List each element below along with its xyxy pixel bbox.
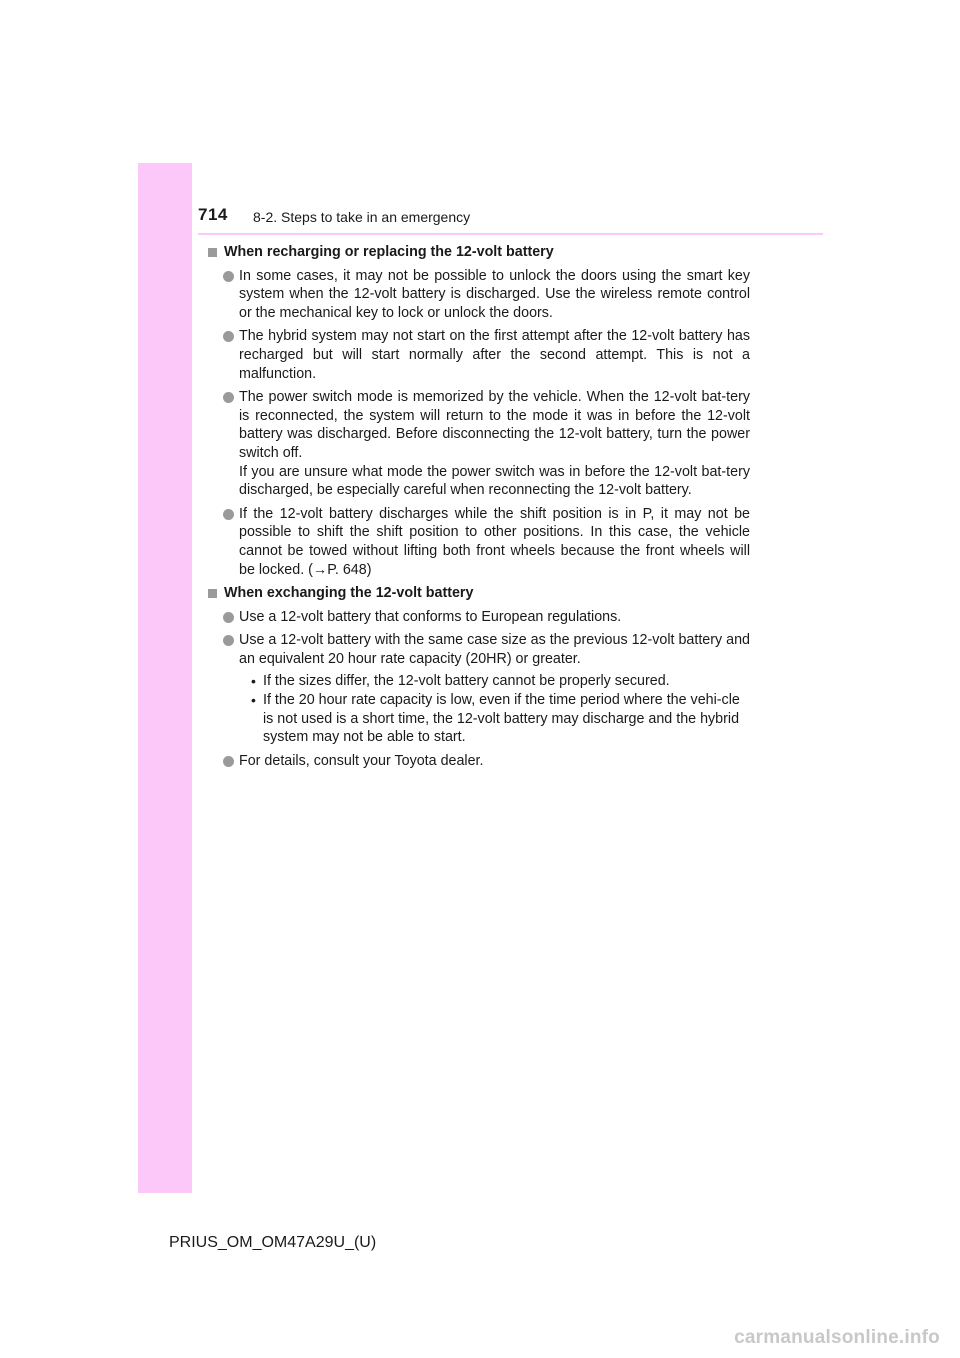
dot-bullet-icon: • — [251, 692, 256, 709]
circle-bullet-icon — [223, 271, 234, 282]
list-item — [208, 267, 750, 323]
sub-list-item: • If the 20 hour rate capacity is low, even if the time period where the vehi-cle is not used is a short time, the 12-volt battery may discharge and the hybrid system may not be able to start. — [251, 692, 740, 746]
list-item — [208, 388, 750, 500]
document-code: PRIUS_OM_OM47A29U_(U) — [169, 1234, 377, 1251]
side-tab — [138, 163, 192, 1193]
paragraph: In some cases, it may not be possible to unlock the doors using the smart key system when the 12-volt battery is discharged. Use the wireless remote control or the mechanical key to lock or unlock the doors. — [239, 267, 750, 321]
square-bullet-icon — [208, 248, 217, 257]
circle-bullet-icon — [223, 756, 234, 767]
circle-bullet-icon — [223, 612, 234, 623]
circle-bullet-icon — [223, 509, 234, 520]
paragraph: Use a 12-volt battery with the same case size as the previous 12-volt battery and an equivalent 20 hour rate capacity (20HR) or greater. — [239, 632, 750, 667]
circle-bullet-icon — [223, 331, 234, 342]
paragraph: For details, consult your Toyota dealer. — [239, 752, 484, 769]
sub-list — [208, 672, 750, 746]
list-item — [208, 327, 750, 383]
watermark: carmanualsonline.info — [734, 1327, 940, 1348]
header-divider — [198, 233, 823, 235]
sub-list-item: • If the sizes differ, the 12-volt battery cannot be properly secured. — [251, 673, 670, 690]
paragraph: Use a 12-volt battery that conforms to European regulations. — [239, 608, 622, 625]
circle-bullet-icon — [223, 392, 234, 403]
paragraph: If you are unsure what mode the power switch was in before the 12-volt bat-tery discharged, be especially careful when reconnecting the 12-volt battery. — [239, 463, 750, 499]
paragraph: The hybrid system may not start on the first attempt after the 12-volt battery has recharged but will start normally after the second attempt. This is not a malfunction. — [239, 328, 750, 382]
dot-bullet-icon: • — [251, 673, 256, 690]
list-item — [208, 608, 750, 627]
list-item — [208, 505, 750, 579]
circle-bullet-icon — [223, 635, 234, 646]
chapter-title: 8-2. Steps to take in an emergency — [253, 209, 471, 225]
paragraph: If the 12-volt battery discharges while the shift position is in P, it may not be possible to shift the shift position to other positions. In this case, the vehicle cannot be towed without lifting both front wheels because the front wheels will be locked. (→P. 648) — [239, 505, 750, 578]
list-item — [208, 631, 750, 668]
paragraph: The power switch mode is memorized by the vehicle. When the 12-volt bat-tery is reconnected, the system will return to the mode it was in before the 12-volt battery was discharged. Before disconnecting the 12-volt battery, turn the power switch off. — [239, 389, 750, 461]
square-bullet-icon — [208, 589, 217, 598]
section-heading: When recharging or replacing the 12-volt battery — [208, 243, 750, 262]
page-number: 714 — [198, 205, 228, 224]
section-heading: When exchanging the 12-volt battery — [208, 584, 750, 603]
list-item — [208, 752, 750, 771]
page-content — [208, 240, 750, 770]
